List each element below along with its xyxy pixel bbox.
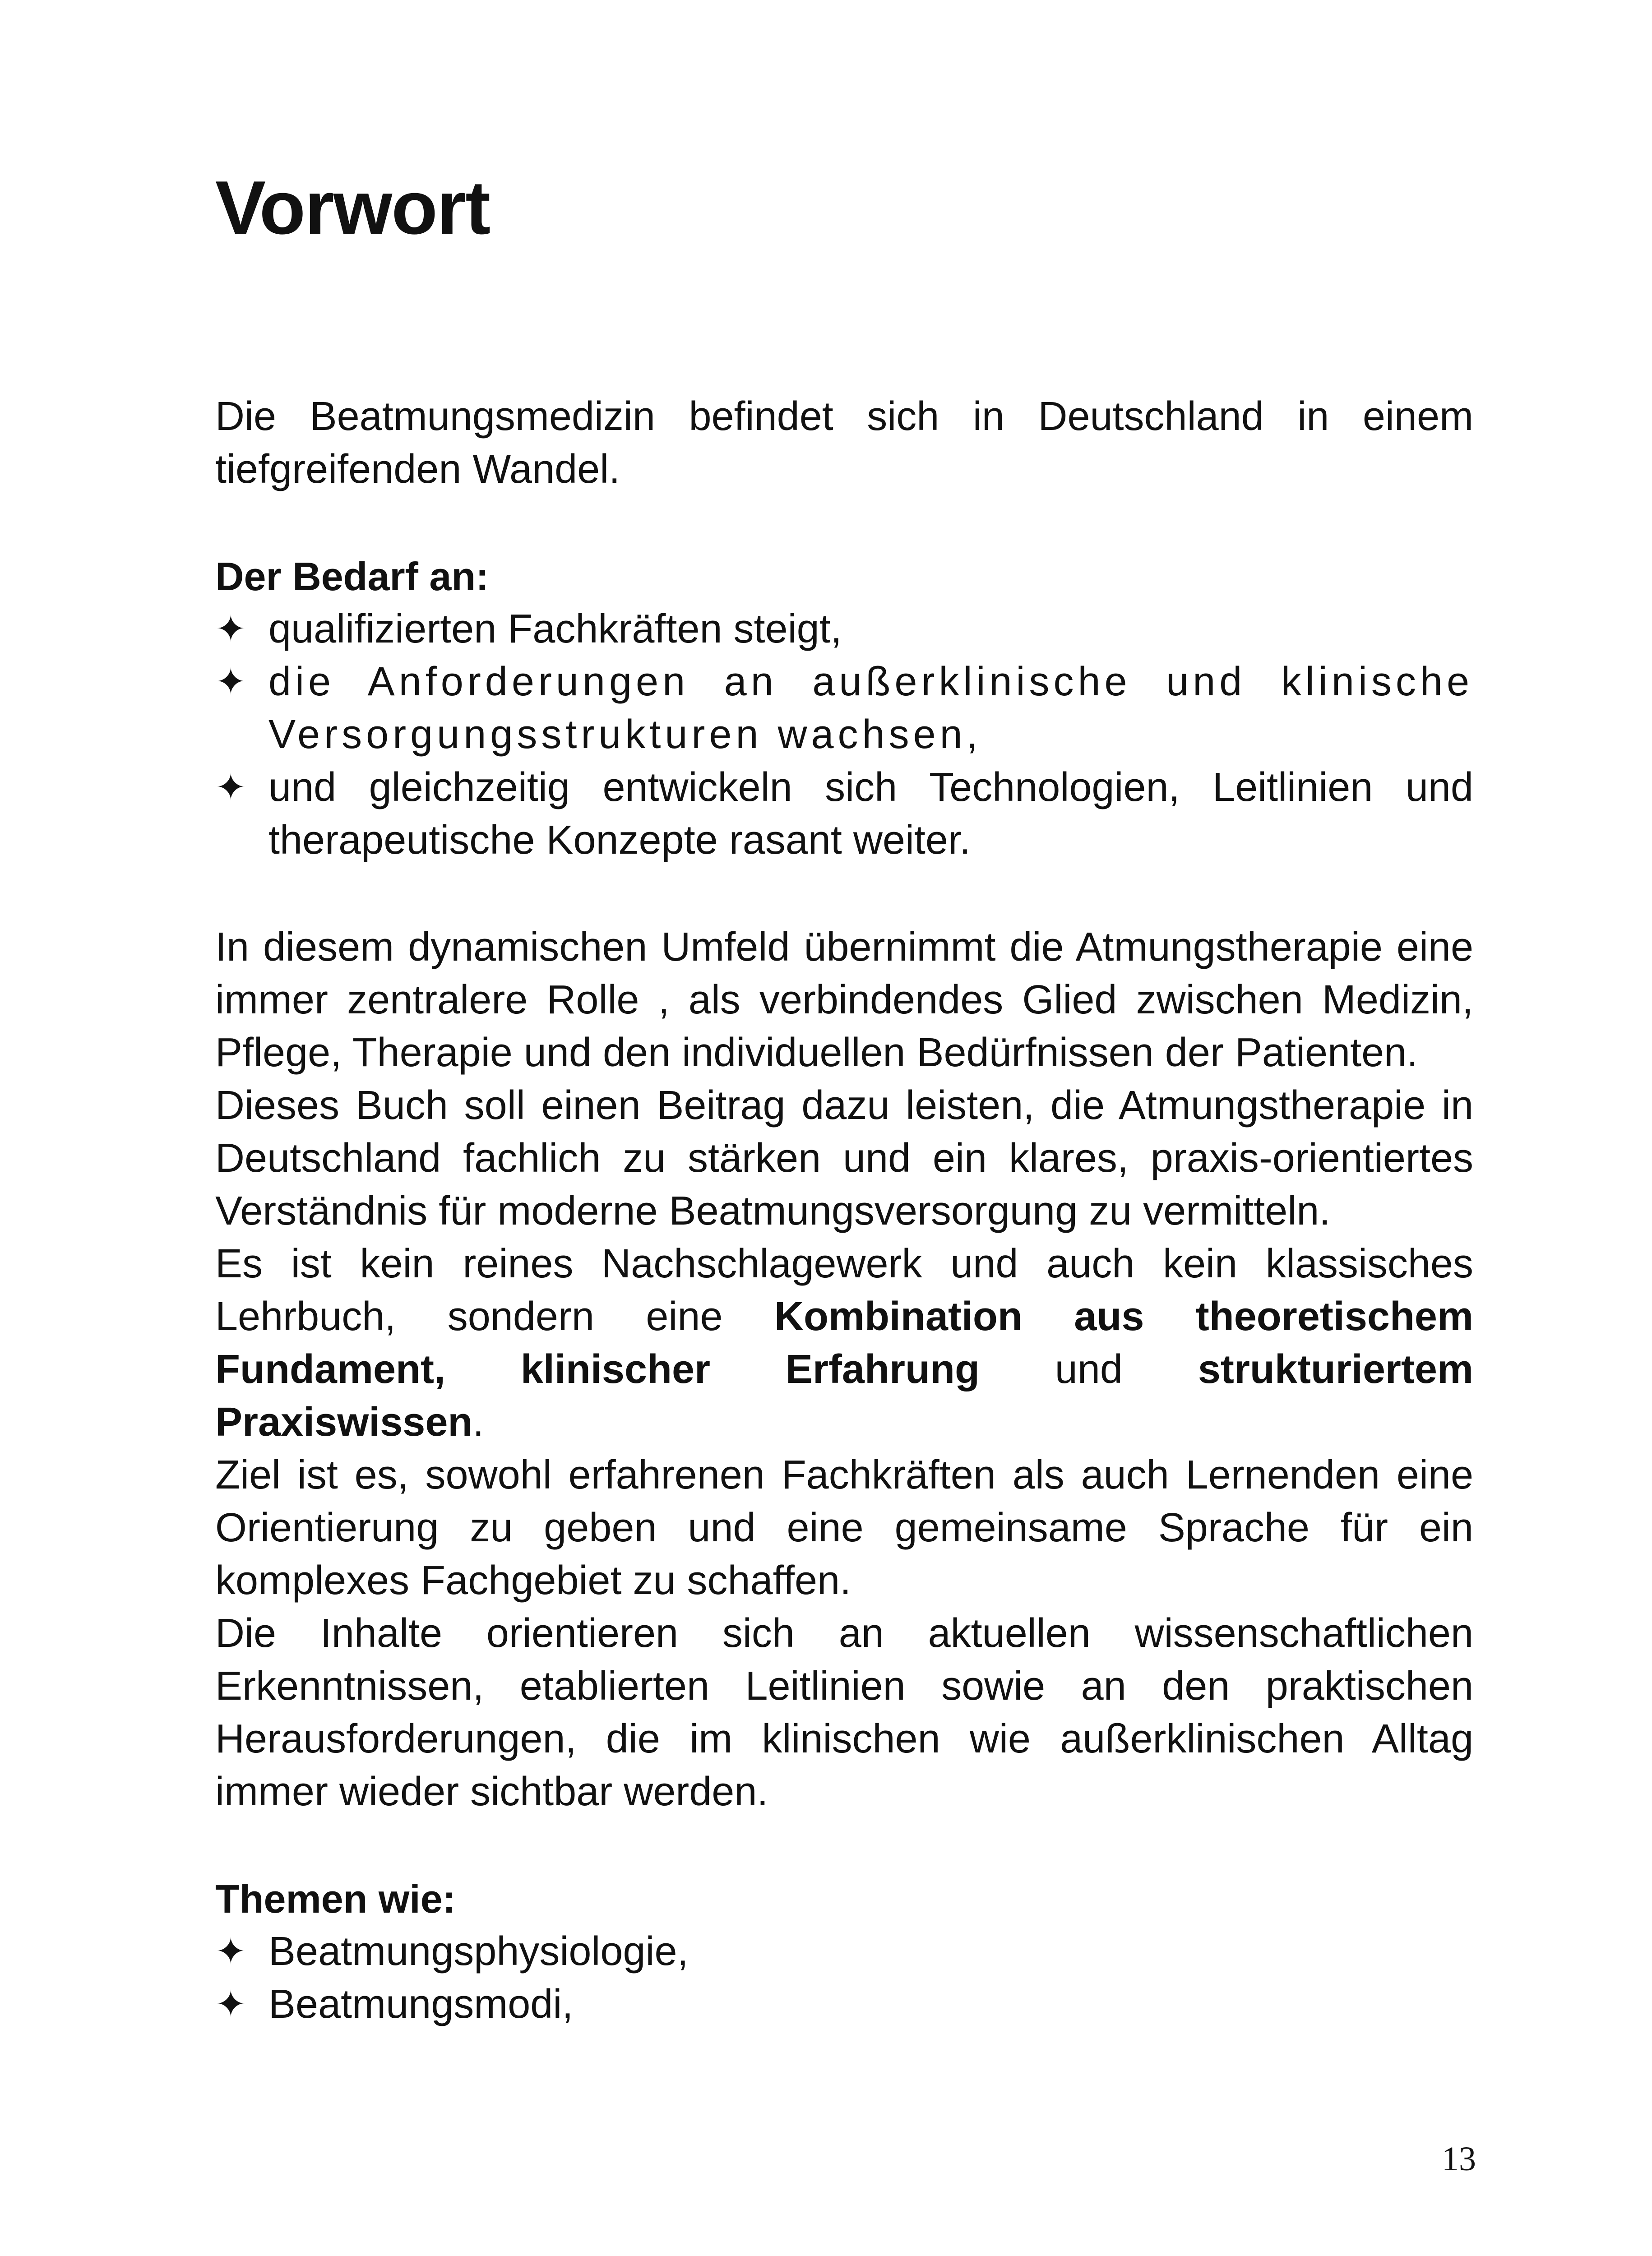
list-item-text: Beatmungsphysiologie, [268, 1929, 689, 1974]
list-item-text: qualifizierten Fachkräften steigt, [268, 606, 842, 652]
bedarf-list [215, 603, 1473, 867]
bedarf-heading: Der Bedarf an: [215, 554, 489, 599]
list-item [215, 1925, 1473, 1978]
page-title: Vorwort [215, 165, 490, 250]
body-paragraph-emphasis [215, 1238, 1473, 1449]
list-item-text: Beatmungsmodi, [268, 1982, 574, 2027]
intro-paragraph: Die Beatmungsmedizin befindet sich in Deutschland in einem tiefgreifenden Wandel. [215, 394, 1473, 492]
body-text-span: . [472, 1400, 484, 1445]
themen-heading: Themen wie: [215, 1877, 456, 1921]
body-paragraph: In diesem dynamischen Umfeld übernimmt die Atmungstherapie eine immer zentralere Rolle , als verbindendes Glied zwischen Medizin, Pflege, Therapie und den individuellen Bedürfnissen der Patienten. [215, 925, 1473, 1075]
page-content [215, 162, 1473, 2031]
body-paragraph: Die Inhalte orientieren sich an aktuellen wissenschaftlichen Erkenntnissen, etablierten Leitlinien sowie an den praktischen Herausforderungen, die im klinischen wie außerklinischen Alltag immer wieder sichtbar werden. [215, 1611, 1473, 1814]
emphasis-text: Kombination aus theoretischem Fundament, klinischer Erfahrung [215, 1294, 1473, 1392]
themen-list [215, 1925, 1473, 2031]
star-bullet-icon: ✦ [215, 661, 250, 703]
list-item [215, 656, 1473, 761]
list-item [215, 761, 1473, 867]
star-bullet-icon: ✦ [215, 1930, 246, 1973]
emphasis-text: strukturiertem Praxiswissen [215, 1347, 1473, 1445]
body-paragraph: Ziel ist es, sowohl erfahrenen Fachkräften als auch Lernenden eine Orientierung zu geben und eine gemeinsame Sprache für ein komplexes Fachgebiet zu schaffen. [215, 1452, 1473, 1603]
list-item-text: die Anforderungen an außerklinische und klinische Versorgungsstrukturen wachsen, [268, 659, 1473, 757]
star-bullet-icon: ✦ [215, 1983, 246, 2026]
star-bullet-icon: ✦ [215, 766, 246, 809]
list-item [215, 1978, 1473, 2031]
list-item-text: und gleichzeitig entwickeln sich Technologien, Leitlinien und therapeutische Konzepte rasant weiter. [268, 765, 1473, 863]
page-number: 13 [1442, 2140, 1476, 2178]
list-item [215, 603, 1473, 656]
star-bullet-icon: ✦ [215, 608, 246, 651]
body-paragraph: Dieses Buch soll einen Beitrag dazu leisten, die Atmungstherapie in Deutschland fachlich zu stärken und ein klares, praxis-orientiertes Verständnis für moderne Beatmungsversorgung zu vermitteln. [215, 1083, 1473, 1234]
body-text-span: Es ist kein reines Nachschlagewerk und auch kein klassisches Lehrbuch, sondern eine [215, 1241, 1473, 1339]
body-text [215, 921, 1473, 1818]
body-text-span: und [979, 1347, 1198, 1392]
